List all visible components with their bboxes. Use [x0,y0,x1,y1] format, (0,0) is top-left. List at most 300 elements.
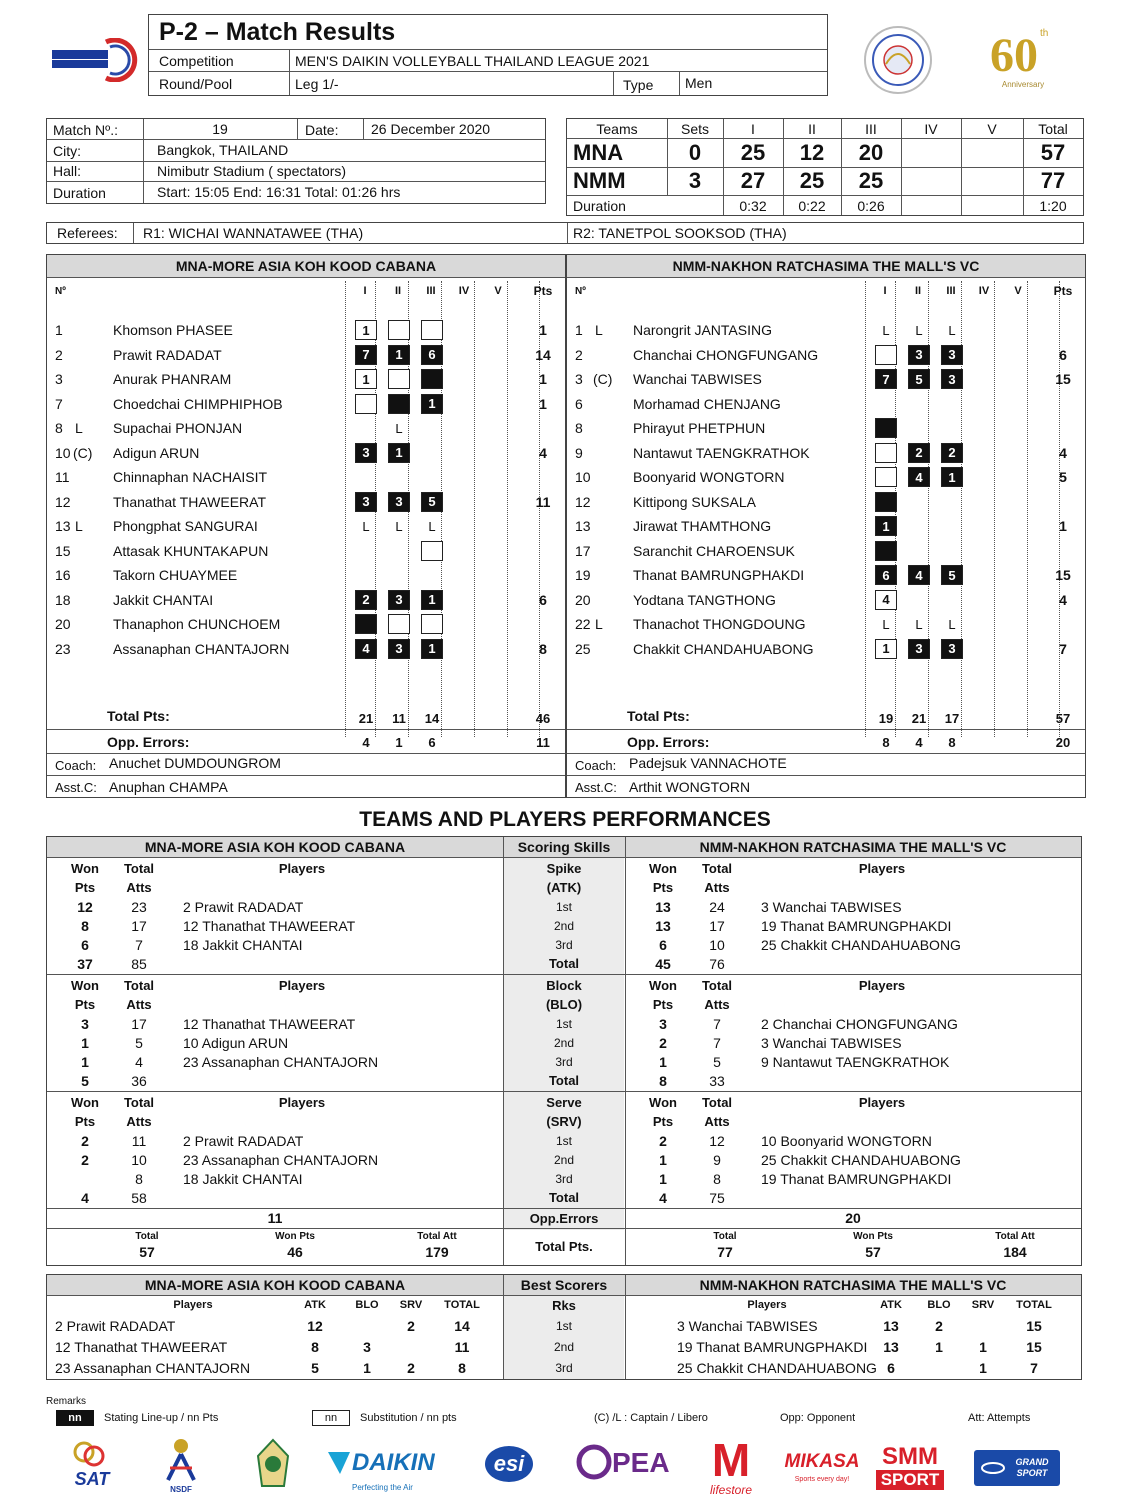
set-box: 2 [941,443,963,463]
set-box: 1 [941,467,963,487]
player-number: 23 [55,640,71,657]
player-label: 18 Jakkit CHANTAI [183,936,303,953]
sub-legend-box: nn [312,1410,350,1426]
referees-label: Referees: [57,225,118,241]
roster-set-header: I [883,285,887,297]
set-box: 1 [421,394,443,414]
player-name: Wanchai TABWISES [633,371,762,387]
best-scorers-table [46,1274,1082,1380]
set-opp-errors: 1 [395,734,403,750]
rank-total-label: Total [548,1073,580,1088]
player-number: 3 [55,371,63,387]
total-points-label: Total Pts: [627,708,690,724]
round-label: Round/Pool [159,76,233,92]
set-total [971,707,999,729]
player-points [1043,319,1083,341]
opp-errors-b: 20 [845,1210,861,1226]
player-label: 10 Adigun ARUN [183,1034,289,1051]
set-box: 3 [388,590,410,610]
won-pts: 1 [659,1053,667,1070]
roster-set-header: V [494,285,502,297]
col-subheader: Atts [126,879,152,895]
player-tag: (C) [73,444,93,461]
col-header: Total [701,1094,733,1110]
referee-2: R2: TANETPOL SOOKSOD (THA) [573,225,787,241]
best-stat: 12 [307,1317,323,1334]
rule-line [567,729,1085,730]
player-number: 10 [55,444,71,461]
score-header-teams: Teams [596,120,638,137]
anniversary-sup: th [1040,27,1049,39]
totals-header: Total [135,1230,159,1242]
set-box [421,614,443,634]
player-number: 9 [575,444,583,461]
roster-col-number: Nº [55,285,66,297]
set-box: 3 [355,443,377,463]
best-stat: 2 [407,1359,415,1376]
player-points: 4 [1059,591,1067,608]
player-points: 6 [539,591,547,608]
score-total-b: 77 [1040,168,1066,193]
col-header: Total [701,977,733,993]
federation-seal [862,24,934,96]
set-box: 1 [875,516,897,536]
col-subheader: Pts [652,879,674,895]
best-stat: 15 [1026,1338,1042,1355]
total-atts: 17 [131,917,147,934]
roster-set-header: V [1014,285,1022,297]
sponsor-daikin-logo [326,1444,452,1496]
total-atts: 4 [135,1053,143,1070]
set-box: 3 [908,639,930,659]
total-atts: 10 [709,936,725,953]
totals-header: Total [713,1230,737,1242]
best-col-header: SRV [971,1299,995,1311]
perf-skills-label: Scoring Skills [503,837,625,857]
player-name: Boonyarid WONGTORN [633,469,785,485]
set-box [355,394,377,414]
sponsor-m-text: M [711,1436,751,1484]
best-col-header: ATK [304,1299,326,1311]
sponsor-esi-text: esi [493,1451,525,1476]
set-box: 1 [421,590,443,610]
score-sets-a: 0 [688,140,702,165]
score-team-a: MNA [573,140,624,165]
libero-mark: L [948,616,956,632]
total-atts: 23 [131,898,147,915]
asst-coach-label: Asst.C: [575,779,617,795]
total-atts: 5 [135,1034,143,1051]
sponsor-sat-logo [64,1438,120,1494]
player-tag: L [75,420,83,436]
player-points: 7 [1059,640,1067,657]
sponsor-esi-logo [482,1442,536,1486]
player-points [523,564,563,586]
set-box: 3 [355,492,377,512]
player-points [1043,393,1083,415]
total-atts: 12 [709,1132,725,1149]
score-s1-b: 27 [740,168,766,193]
perf-team-b-name: NMM-NAKHON RATCHASIMA THE MALL'S VC [625,837,1081,857]
sponsor-grandsport-logo [974,1450,1060,1486]
set-duration-1: 0:32 [739,197,767,214]
set-total: 19 [878,710,894,726]
rule-line [994,281,995,737]
won-pts: 1 [81,1034,89,1051]
roster-set-header: II [914,285,922,297]
rank-label: 3rd [555,1054,573,1069]
set-duration-3: 0:26 [857,197,885,214]
city-value: Bangkok, THAILAND [157,141,289,158]
player-points [523,515,563,537]
skill-name: Serve [546,1094,582,1110]
set-total: 46 [535,710,551,726]
best-col-header: BLO [355,1299,379,1311]
col-header: Won [649,1094,677,1110]
title-box [148,14,828,96]
player-tag: L [595,322,603,338]
hall-label: Hall: [53,163,82,179]
asst-coach-name: Arthit WONGTORN [629,779,751,795]
player-name: Anurak PHANRAM [113,371,232,387]
total-atts: 7 [713,1034,721,1051]
best-stat: 1 [979,1359,987,1376]
roster-set-header: III [946,285,956,297]
player-points [1043,613,1083,635]
best-stat [391,1336,431,1357]
player-label: 25 Chakkit CHANDAHUABONG [761,936,961,953]
rule-line [47,277,565,278]
total-atts-total: 58 [131,1189,147,1206]
sponsor-mikasa-sub: Sports every day! [794,1475,850,1483]
player-points: 8 [539,640,547,657]
player-name: Phirayut PHETPHUN [633,420,766,436]
set-box: 2 [908,443,930,463]
totals-value: 184 [1003,1244,1027,1260]
col-subheader: Pts [74,996,96,1012]
roster-set-header: IV [978,285,990,297]
rule-line [345,281,346,737]
player-points [523,417,563,439]
sponsor-pea-logo [576,1442,670,1486]
player-number: 12 [575,493,591,510]
best-stat: 5 [311,1359,319,1376]
skill-name: Spike [546,860,582,876]
score-total-a: 57 [1040,140,1066,165]
col-header: Total [123,977,155,993]
skill-abbr: (BLO) [545,996,583,1012]
set-total [485,707,513,729]
player-tag: (C) [593,371,613,387]
set-box: 5 [421,492,443,512]
opp-errors-label: Opp. Errors: [107,734,190,750]
best-col-header: BLO [927,1299,951,1311]
player-points: 15 [1055,371,1071,387]
player-points: 1 [539,322,547,338]
sponsor-mikasa-logo [782,1450,862,1486]
totals-value: 57 [865,1244,881,1260]
col-subheader: Pts [652,1113,674,1129]
player-number: 2 [55,346,63,363]
player-points: 11 [535,493,551,510]
col-header-players: Players [858,860,906,876]
best-stat: 11 [454,1338,470,1355]
best-team-b-name: NMM-NAKHON RATCHASIMA THE MALL'S VC [625,1275,1081,1295]
player-name: Chakkit CHANDAHUABONG [633,640,814,657]
roster-team-name: MNA-MORE ASIA KOH KOOD CABANA [47,255,565,277]
sponsor-daikin-sub: Perfecting the Air [352,1482,413,1492]
hall-value: Nimibutr Stadium ( spectators) [157,163,347,179]
set-box: 4 [355,639,377,659]
rule-line [865,281,866,737]
set-total [451,707,479,729]
player-name: Prawit RADADAT [113,346,222,363]
best-stat: 1 [979,1338,987,1355]
player-number: 17 [575,542,591,559]
total-atts: 24 [709,898,725,915]
best-stat [347,1315,387,1336]
anniversary-number: 60 [990,30,1038,80]
set-box: 1 [875,639,897,659]
set-box [421,541,443,561]
set-opp-errors [451,731,479,753]
roster-col-number: Nº [575,285,586,297]
col-subheader: Pts [74,1113,96,1129]
coach-label: Coach: [55,757,97,773]
roster-team-b [566,254,1086,798]
player-number: 8 [575,420,583,436]
roster-set-header: IV [458,285,470,297]
player-name: Supachai PHONJAN [113,420,243,436]
col-header-players: Players [278,860,326,876]
player-label: 23 Assanaphan CHANTAJORN [183,1053,379,1070]
performances-title: TEAMS AND PLAYERS PERFORMANCES [359,808,771,831]
rank-label: 2nd [553,1152,575,1167]
set-box [421,369,443,389]
libero-mark: L [915,616,923,632]
date-label: Date: [305,122,339,138]
player-tag: L [75,518,83,534]
won-pts [65,1169,105,1188]
score-header-set2: II [808,120,816,137]
best-player: 12 Thanathat THAWEERAT [55,1338,228,1355]
col-subheader: Atts [704,879,730,895]
player-number: 11 [55,469,70,485]
rank-label: 1st [555,1133,572,1148]
score-s2-b: 25 [799,168,825,193]
score-header-set5: V [987,120,997,137]
player-name: Jirawat THAMTHONG [633,518,772,534]
total-pts-label: Total Pts. [535,1238,593,1254]
best-col-header: ATK [880,1299,902,1311]
set-box: 5 [941,565,963,585]
set-opp-errors: 20 [1055,734,1071,750]
rule-line [567,277,1085,278]
set-box: 1 [355,320,377,340]
player-number: 13 [575,518,591,534]
player-number: 1 [55,322,63,338]
rank-label: 2nd [553,918,575,933]
libero-mark: L [395,518,403,534]
skill-abbr: (SRV) [546,1113,582,1129]
set-opp-errors: 8 [948,734,956,750]
won-pts: 13 [655,898,671,915]
set-box: 3 [908,345,930,365]
opp-errors-label: Opp. Errors: [627,734,710,750]
player-label: 18 Jakkit CHANTAI [183,1170,303,1187]
total-atts: 8 [713,1170,721,1187]
col-header: Total [123,860,155,876]
remarks-label: Remarks [46,1395,87,1407]
player-name: Chanchai CHONGFUNGANG [633,346,819,363]
set-box: 4 [908,467,930,487]
sponsor-smm-sport: SPORT [876,1470,944,1490]
round-value: Leg 1/- [295,76,339,92]
won-pts: 1 [659,1151,667,1168]
totals-header: Won Pts [853,1230,893,1242]
player-number: 10 [575,469,591,485]
best-col-header: TOTAL [444,1299,480,1311]
col-header-players: Players [278,1094,326,1110]
player-label: 9 Nantawut TAENGKRATHOK [761,1053,950,1070]
player-number: 20 [575,591,591,608]
player-number: 7 [55,395,63,412]
libero-mark: L [882,322,890,338]
col-header: Won [649,977,677,993]
player-name: Phongphat SANGURAI [113,518,258,534]
player-name: Narongrit JANTASING [633,322,772,338]
sponsor-m-sub: lifestore [709,1483,753,1497]
player-points [523,466,563,488]
competition-value: MEN'S DAIKIN VOLLEYBALL THAILAND LEAGUE 2021 [295,53,650,69]
best-rank: 2nd [553,1339,575,1354]
player-name: Thanathat THAWEERAT [113,493,267,510]
set-box [875,443,897,463]
set-box [875,492,897,512]
set-box [875,467,897,487]
score-header-set4: IV [924,120,938,137]
player-name: Khomson PHASEE [113,322,233,338]
player-points [523,613,563,635]
type-label: Type [623,77,654,93]
best-stat [919,1357,959,1378]
perf-team-a-name: MNA-MORE ASIA KOH KOOD CABANA [47,837,503,857]
score-s3-a: 20 [858,140,884,165]
won-pts: 3 [659,1015,667,1032]
rule-line [47,1091,1081,1092]
score-sets-b: 3 [688,168,702,193]
player-label: 10 Boonyarid WONGTORN [761,1132,932,1149]
player-number: 22 [575,616,591,632]
player-name: Thanaphon CHUNCHOEM [113,616,281,632]
player-number: 18 [55,591,71,608]
best-player: 23 Assanaphan CHANTAJORN [55,1359,251,1376]
player-name: Saranchit CHAROENSUK [633,542,795,559]
libero-mark: L [915,322,923,338]
city-label: City: [53,142,81,159]
sub-legend-text: Substitution / nn pts [360,1412,457,1424]
totals-header: Won Pts [275,1230,315,1242]
sponsor-mikasa-text: MIKASA [784,1451,860,1472]
referees-row [46,222,1084,244]
col-subheader: Pts [652,996,674,1012]
player-name: Jakkit CHANTAI [113,591,214,608]
player-number: 15 [55,542,71,559]
player-points: 1 [539,371,547,387]
player-name: Chinnaphan NACHAISIT [113,469,268,485]
won-pts: 12 [77,898,93,915]
libero-mark: L [882,616,890,632]
score-team-b: NMM [573,168,626,193]
rank-label: 3rd [555,937,573,952]
sponsor-smm-text: SMM [882,1444,938,1470]
rule-line [47,775,565,776]
sponsor-emblem-logo [248,1436,298,1496]
won-pts: 8 [81,917,89,934]
opponent-legend: Opp: Opponent [780,1412,856,1424]
set-opp-errors [485,731,513,753]
match-info-box [46,118,546,204]
won-pts: 3 [81,1015,89,1032]
total-atts: 5 [713,1053,721,1070]
col-header: Total [701,860,733,876]
set-duration-label: Duration [573,197,626,214]
sponsor-grandsport-text: GRAND SPORT [1015,1457,1049,1478]
set-opp-errors: 6 [428,734,436,750]
set-box: 2 [355,590,377,610]
player-points [1043,540,1083,562]
col-header: Total [123,1094,155,1110]
col-subheader: Atts [126,1113,152,1129]
totals-value: 179 [425,1244,449,1260]
roster-set-header: III [426,285,436,297]
player-points: 14 [535,346,551,363]
set-total: 17 [944,710,960,726]
set-duration-total: 1:20 [1039,197,1067,214]
set-opp-errors: 11 [536,734,550,750]
player-number: 25 [575,640,591,657]
set-box: 3 [941,639,963,659]
player-number: 8 [55,420,63,436]
best-col-header: SRV [399,1299,423,1311]
set-box: 6 [421,345,443,365]
rule-line [1027,281,1028,737]
won-pts-total: 37 [77,955,93,972]
col-header-players: Players [858,977,906,993]
libero-mark: L [362,518,370,534]
coach-name: Padejsuk VANNACHOTE [629,755,787,771]
captain-legend: (C) /L : Captain / Libero [594,1412,708,1424]
set-opp-errors: 8 [882,734,890,750]
player-name: Thanat BAMRUNGPHAKDI [633,567,805,583]
player-label: 23 Assanaphan CHANTAJORN [183,1151,379,1168]
set-box: 1 [421,639,443,659]
player-number: 20 [55,616,71,632]
player-label: 2 Prawit RADADAT [183,1132,304,1149]
player-label: 3 Wanchai TABWISES [761,898,902,915]
best-stat [963,1315,1003,1336]
set-box [388,320,410,340]
rule-line [567,775,1085,776]
best-stat: 15 [1026,1317,1042,1334]
best-player: 3 Wanchai TABWISES [677,1317,818,1334]
set-opp-errors: 4 [915,734,923,750]
set-box: 4 [908,565,930,585]
set-box: 1 [388,345,410,365]
player-points: 1 [539,395,547,412]
libero-mark: L [428,518,436,534]
set-box [875,541,897,561]
